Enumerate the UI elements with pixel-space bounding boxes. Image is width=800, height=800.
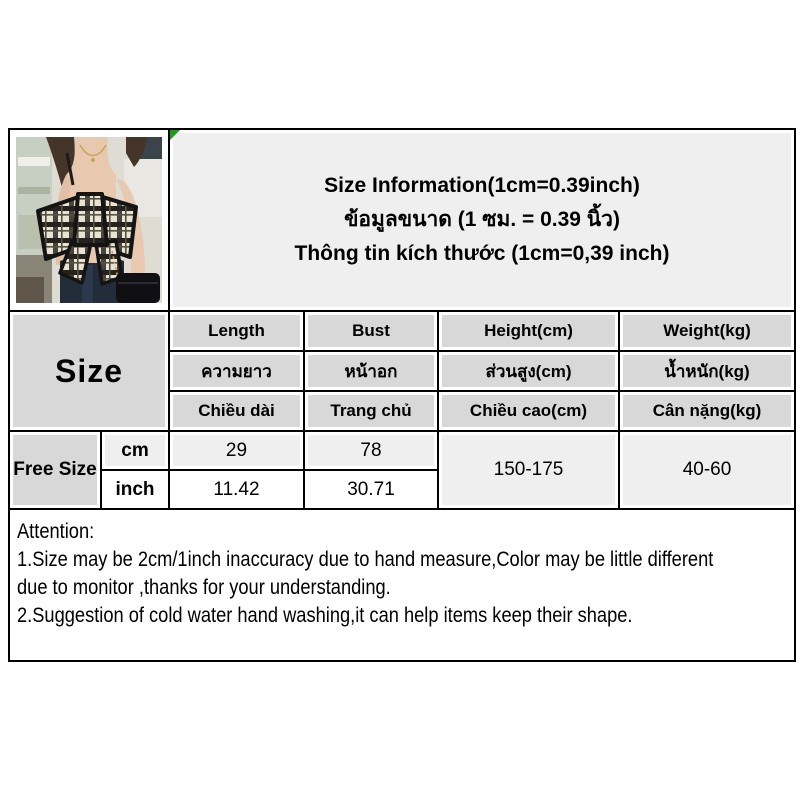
header-weight-th-cell bbox=[620, 352, 794, 390]
value-length-cm: 29 bbox=[225, 439, 248, 461]
header-bust-en: Bust bbox=[352, 321, 390, 340]
header-height-th: ส่วนสูง(cm) bbox=[485, 361, 572, 381]
header-bust-th: หน้าอก bbox=[344, 361, 398, 381]
size-chart-table bbox=[8, 128, 796, 662]
unit-inch-cell bbox=[102, 471, 168, 508]
attention-note-2: 2.Suggestion of cold water hand washing,it can help items keep their shape. bbox=[17, 604, 633, 627]
value-height-range-cell bbox=[439, 432, 618, 508]
title-english: Size Information(1cm=0.39inch) bbox=[324, 174, 640, 197]
header-weight-en: Weight(kg) bbox=[663, 321, 751, 340]
value-height-range: 150-175 bbox=[493, 459, 564, 480]
header-bust-th-cell bbox=[305, 352, 437, 390]
product-photo-cell bbox=[10, 130, 168, 310]
title-vietnamese: Thông tin kích thước (1cm=0,39 inch) bbox=[294, 242, 670, 265]
attention-heading: Attention: bbox=[17, 520, 95, 543]
header-height-en: Height(cm) bbox=[484, 321, 573, 340]
value-weight-range-cell bbox=[620, 432, 794, 508]
size-label: Size bbox=[54, 352, 124, 389]
value-bust-cm-cell bbox=[305, 432, 437, 469]
size-label-cell bbox=[10, 312, 168, 430]
free-size-label-cell bbox=[10, 432, 100, 508]
title-cell bbox=[170, 130, 794, 310]
header-weight-vi-cell bbox=[620, 392, 794, 430]
header-weight-vi: Cân nặng(kg) bbox=[652, 401, 762, 420]
value-bust-cm: 78 bbox=[360, 439, 382, 461]
header-bust-en-cell bbox=[305, 312, 437, 350]
header-bust-vi: Trang chủ bbox=[330, 401, 412, 420]
header-length-th-cell bbox=[170, 352, 303, 390]
product-photo bbox=[16, 137, 162, 303]
value-length-inch-cell bbox=[170, 471, 303, 508]
attention-cell bbox=[10, 510, 794, 660]
free-size-label: Free Size bbox=[13, 459, 97, 480]
header-length-vi: Chiều dài bbox=[198, 401, 275, 420]
header-length-en-cell bbox=[170, 312, 303, 350]
value-weight-range: 40-60 bbox=[682, 459, 732, 480]
header-height-vi: Chiều cao(cm) bbox=[469, 401, 588, 420]
attention-note-1-cont: due to monitor ,thanks for your understanding. bbox=[17, 576, 391, 599]
header-length-en: Length bbox=[208, 321, 265, 340]
header-length-vi-cell bbox=[170, 392, 303, 430]
header-weight-en-cell bbox=[620, 312, 794, 350]
header-length-th: ความยาว bbox=[201, 361, 272, 381]
green-triangle-marker-icon bbox=[170, 130, 180, 140]
value-length-cm-cell bbox=[170, 432, 303, 469]
header-bust-vi-cell bbox=[305, 392, 437, 430]
title-thai: ข้อมูลขนาด (1 ซม. = 0.39 นิ้ว) bbox=[344, 208, 620, 231]
unit-cm-cell bbox=[102, 432, 168, 469]
header-height-th-cell bbox=[439, 352, 618, 390]
value-bust-inch: 30.71 bbox=[347, 478, 395, 500]
attention-note-1: 1.Size may be 2cm/1inch inaccuracy due to hand measure,Color may be little different bbox=[17, 548, 714, 571]
unit-cm-label: cm bbox=[121, 439, 149, 461]
value-length-inch: 11.42 bbox=[213, 478, 260, 500]
header-weight-th: น้ำหนัก(kg) bbox=[664, 361, 750, 381]
value-bust-inch-cell bbox=[305, 471, 437, 508]
header-height-en-cell bbox=[439, 312, 618, 350]
unit-inch-label: inch bbox=[115, 478, 155, 500]
header-height-vi-cell bbox=[439, 392, 618, 430]
